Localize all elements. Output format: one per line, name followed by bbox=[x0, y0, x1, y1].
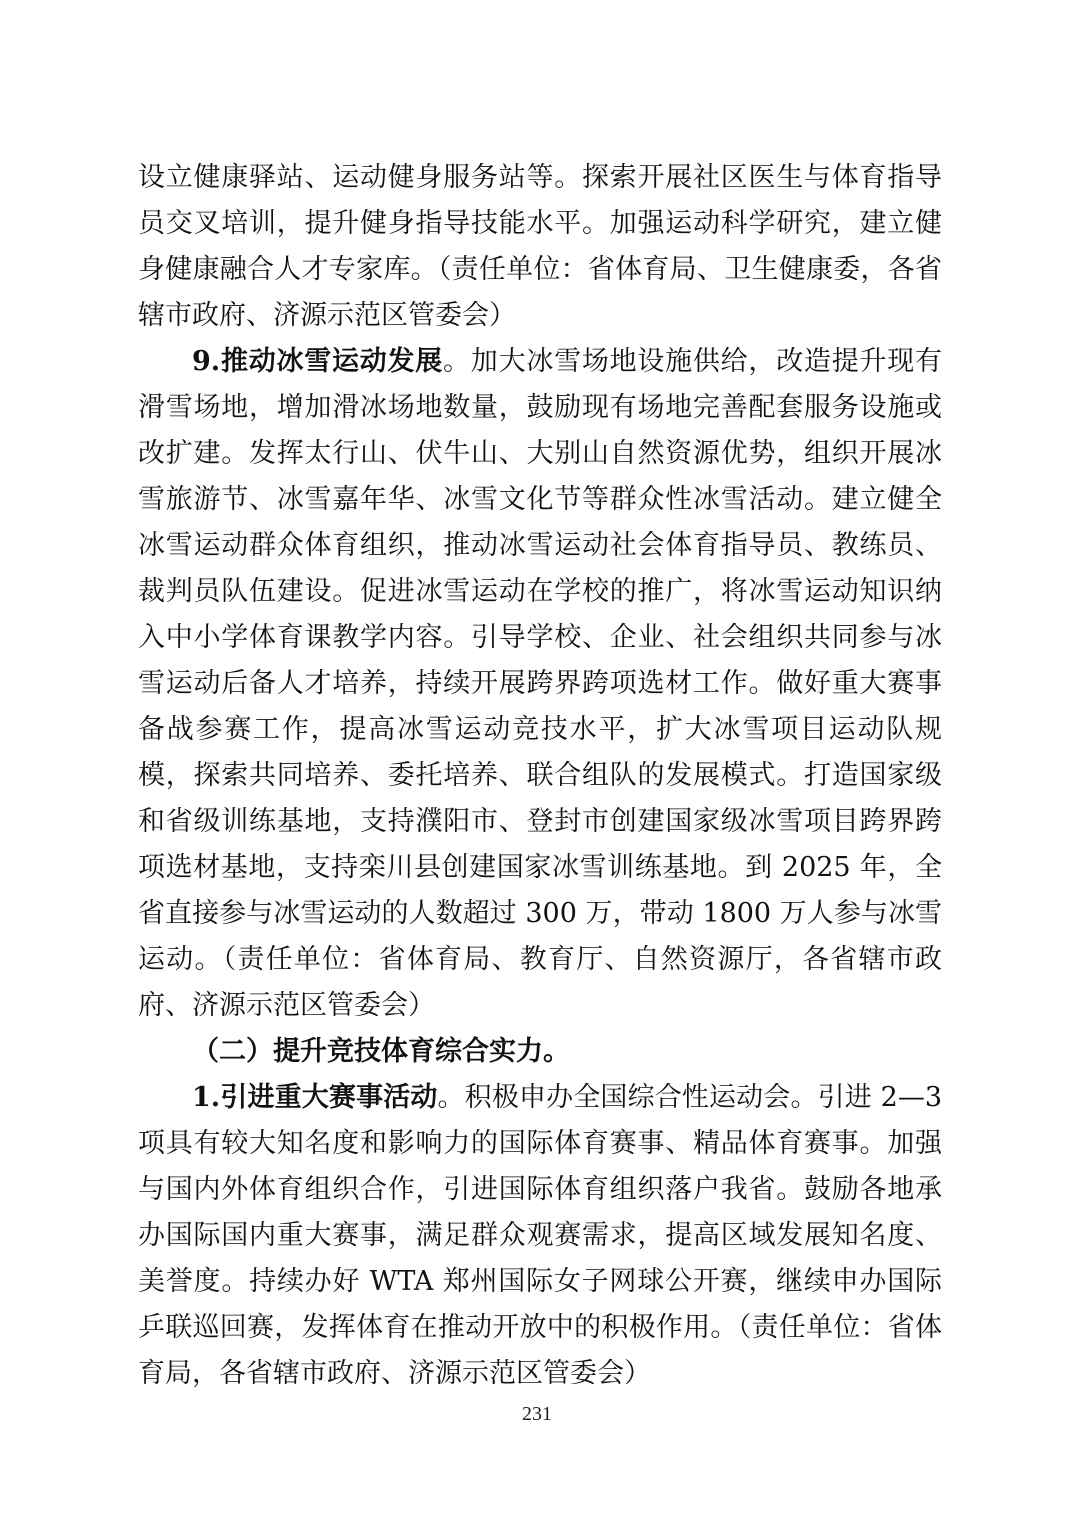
paragraph-major-events bbox=[138, 1075, 942, 1397]
item-heading: 9.推动冰雪运动发展 bbox=[192, 346, 444, 377]
paragraph-text: 。加大冰雪场地设施供给，改造提升现有滑雪场地，增加滑冰场地数量，鼓励现有场地完善配套服务设施或改扩建。发挥太行山、伏牛山、大别山自然资源优势，组织开展冰雪旅游节、冰雪嘉年华、冰雪文化节等群众性冰雪活动。建立健全冰雪运动群众体育组织，推动冰雪运动社会体育指导员、教练员、裁判员队伍建设。促进冰雪运动在学校的推广，将冰雪运动知识纳入中小学体育课教学内容。引导学校、企业、社会组织共同参与冰雪运动后备人才培养，持续开展跨界跨项选材工作。做好重大赛事备战参赛工作，提高冰雪运动竞技水平，扩大冰雪项目运动队规模，探索共同培养、委托培养、联合组队的发展模式。打造国家级和省级训练基地，支持濮阳市、登封市创建国家级冰雪项目跨界跨项选材基地，支持栾川县创建国家冰雪训练基地。到 2025 年，全省直接参与冰雪运动的人数超过 300 万，带动 1800 万人参与冰雪运动。（责任单位：省体育局、教育厅、自然资源厅，各省辖市政府、济源示范区管委会） bbox=[138, 346, 943, 1021]
document-body bbox=[138, 155, 942, 1397]
item-heading: 1.引进重大赛事活动 bbox=[192, 1082, 438, 1113]
paragraph-text: 设立健康驿站、运动健身服务站等。探索开展社区医生与体育指导员交叉培训，提升健身指导技能水平。加强运动科学研究，建立健身健康融合人才专家库。（责任单位：省体育局、卫生健康委，各省辖市政府、济源示范区管委会） bbox=[138, 162, 942, 331]
paragraph-ice-snow bbox=[138, 339, 942, 1029]
page-number: 231 bbox=[522, 1403, 552, 1425]
section-heading: （二）提升竞技体育综合实力。 bbox=[192, 1036, 570, 1067]
paragraph-continuation bbox=[138, 155, 942, 339]
paragraph-text: 。积极申办全国综合性运动会。引进 2—3 项具有较大知名度和影响力的国际体育赛事、精品体育赛事。加强与国内外体育组织合作，引进国际体育组织落户我省。鼓励各地承办国际国内重大赛事，满足群众观赛需求，提高区域发展知名度、美誉度。持续办好 WTA 郑州国际女子网球公开赛，继续申办国际乒联巡回赛，发挥体育在推动开放中的积极作用。（责任单位：省体育局，各省辖市政府、济源示范区管委会） bbox=[138, 1082, 942, 1389]
